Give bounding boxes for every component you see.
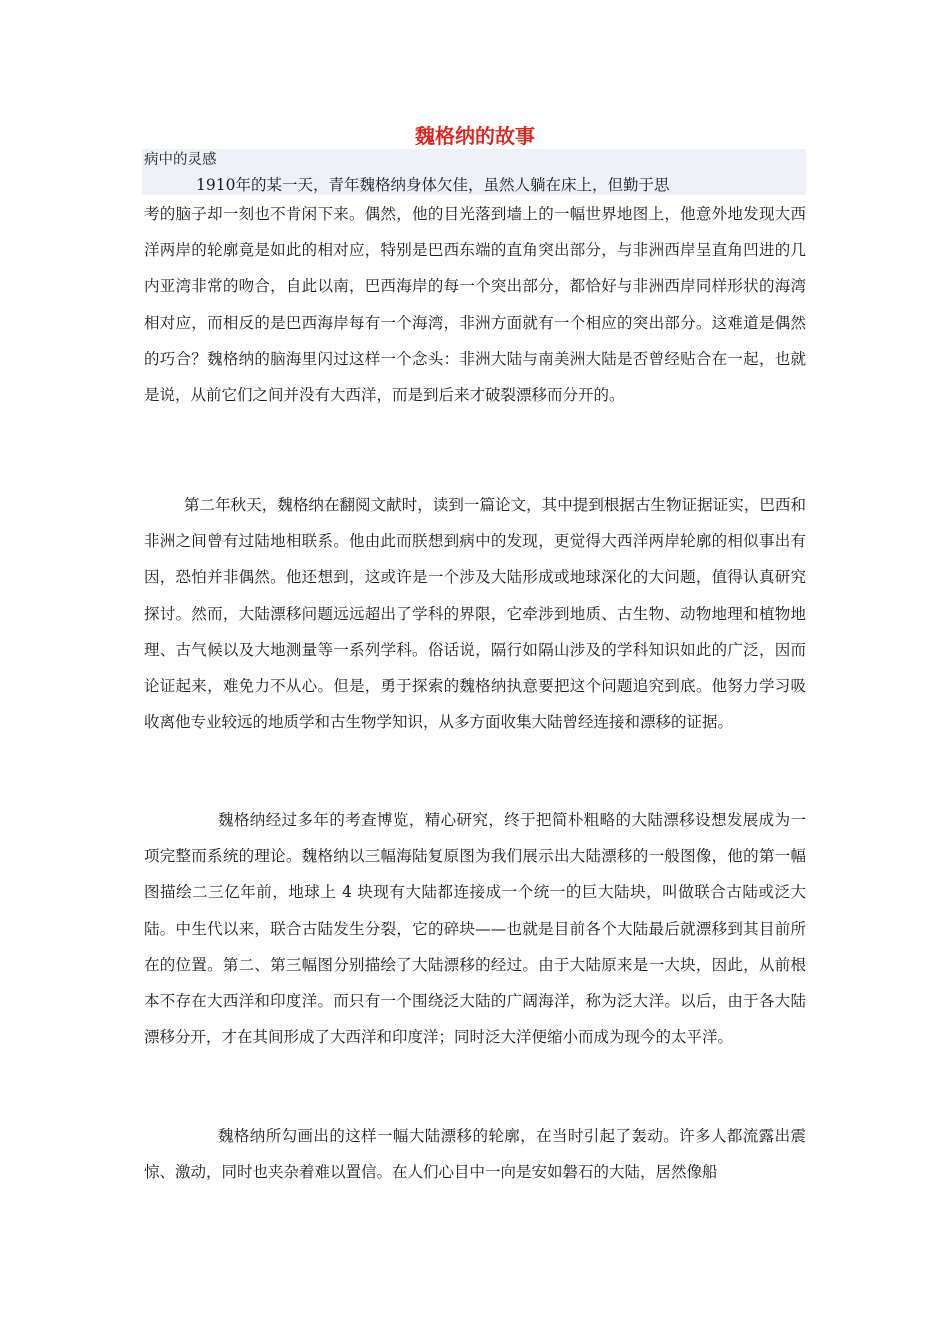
heading-highlight-band bbox=[142, 149, 806, 171]
paragraph-4: 魏格纳所勾画出的这样一幅大陆漂移的轮廓，在当时引起了轰动。许多人都流露出震惊、激动，同时也夹杂着难以置信。在人们心目中一向是安如磐石的大陆，居然像船 bbox=[144, 1127, 806, 1182]
paragraph-3: 魏格纳经过多年的考查博览，精心研究，终于把简朴粗略的大陆漂移设想发展成为一项完整而系统的理论。魏格纳以三幅海陆复原图为我们展示出大陆漂移的一般图像，他的第一幅图描绘二三亿年前，地球上 4 块现有大陆都连接成一个统一的巨大陆块，叫做联合古陆或泛大陆。中生代以来，联合古陆发生分裂，它的碎块——也就是目前各个大陆最后就漂移到其目前所在的位置。第二、第三幅图分别描绘了大陆漂移的经过。由于大陆原来是一大块，因此，从前根本不存在大西洋和印度洋。而只有一个围绕泛大陆的广阔海洋，称为泛大洋。以后，由于各大陆漂移分开，才在其间形成了大西洋和印度洋；同时泛大洋便缩小而成为现今的太平洋。 bbox=[144, 811, 806, 1047]
paragraph-1: 考的脑子却一刻也不肯闲下来。偶然，他的目光落到墙上的一幅世界地图上，他意外地发现大西洋两岸的轮廓竟是如此的相对应，特别是巴西东端的直角突出部分，与非洲西岸呈直角凹进的几内亚湾非常的吻合，自此以南，巴西海岸的每一个突出部分，都恰好与非洲西岸同样形状的海湾相对应，而相反的是巴西海岸每有一个海湾，非洲方面就有一个相应的突出部分。这难道是偶然的巧合？魏格纳的脑海里闪过这样一个念头：非洲大陆与南美洲大陆是否曾经贴合在一起，也就是说，从前它们之间并没有大西洋，而是到后来才破裂漂移而分开的。 bbox=[144, 205, 806, 405]
document-title: 魏格纳的故事 bbox=[415, 124, 535, 148]
paragraph-2: 第二年秋天，魏格纳在翻阅文献时，读到一篇论文，其中提到根据古生物证据证实，巴西和非洲之间曾有过陆地相联系。他由此而朕想到病中的发现，更觉得大西洋两岸轮廓的相似事出有因，恐怕并非偶然。他还想到，这或许是一个涉及大陆形成或地球深化的大问题，值得认真研究探讨。然而，大陆漂移问题远远超出了学科的界限，它牵涉到地质、古生物、动物地理和植物地理、古气候以及大地测量等一系列学科。俗话说，隔行如隔山涉及的学科知识如此的广泛，因而论证起来，难免力不从心。但是，勇于探索的魏格纳执意要把这个问题追究到底。他努力学习吸收离他专业较远的地质学和古生物学知识，从多方面收集大陆曾经连接和漂移的证据。 bbox=[144, 496, 806, 732]
section-heading: 病中的灵感 bbox=[144, 152, 217, 168]
paragraph-first-line: 1910年的某一天，青年魏格纳身体欠佳，虽然人躺在床上，但勤于思 bbox=[196, 176, 670, 194]
